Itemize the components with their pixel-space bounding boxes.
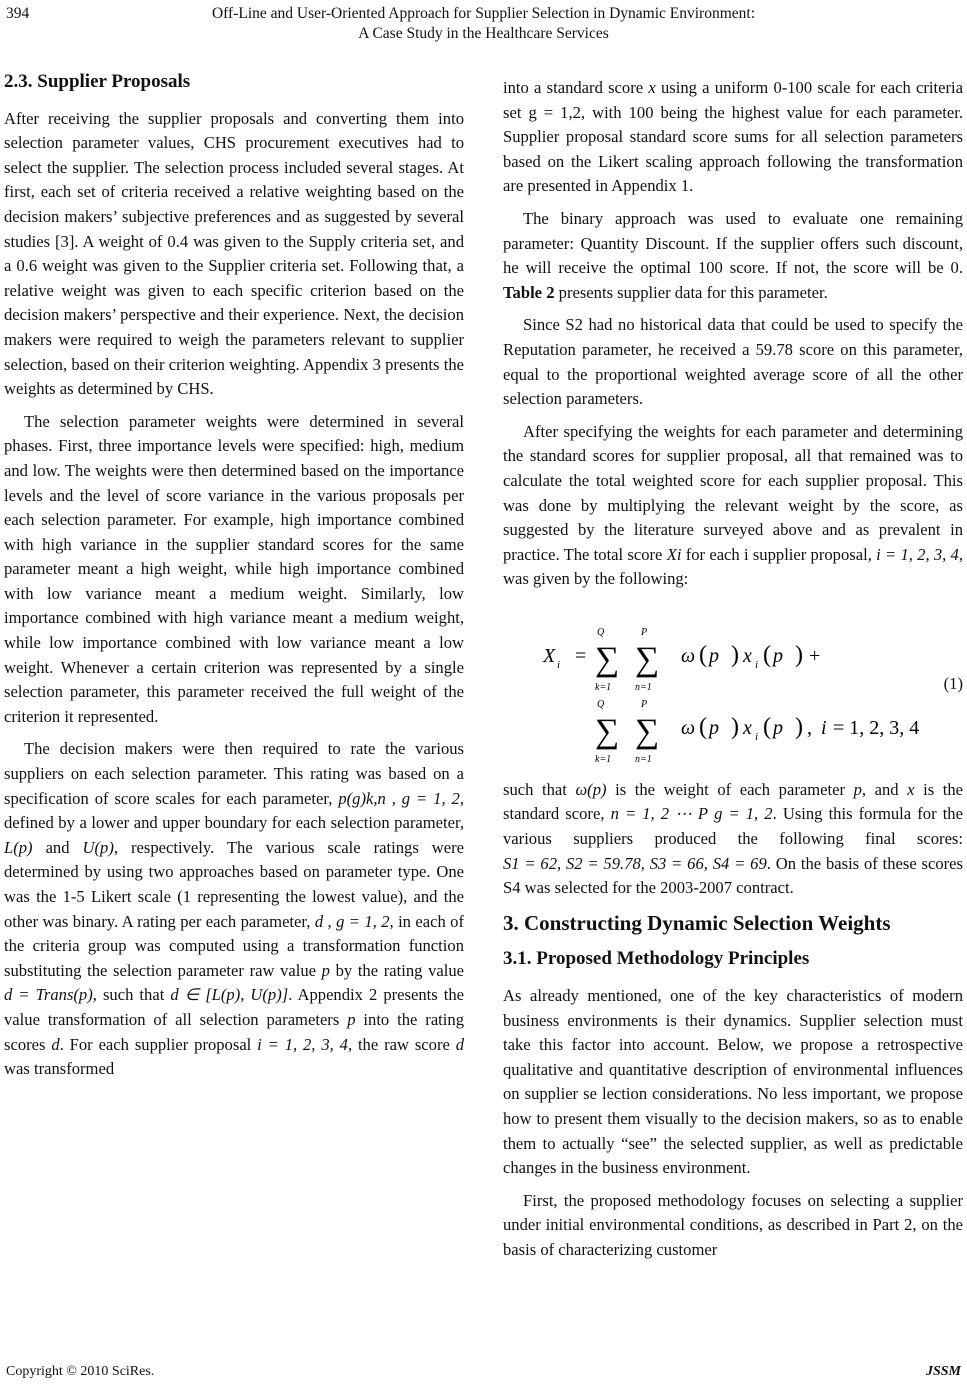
svg-text:(: (: [763, 713, 771, 740]
text-run: , in each of the criteria group was computed using a transformation function substituting the selection parameter raw value: [4, 911, 464, 980]
paragraph: After receiving the supplier proposals and converting them into selection parameter values, CHS procurement executives had to select the supplier. The selection process included several stages. At first, each set of criteria received a relative weighting based on the decision makers’ subjective preferences and as suggested by several studies [3]. A weight of 0.4 was given to the Supply criteria set, and a 0.6 weight was given to the Supplier criteria set. Following that, a relative weight was given to each specific criterion based on the decision makers’ perspective and their experience. Next, the decision makers were required to weigh the parameters relevant to supplier selection, based on their criterion weighting. Appendix 3 presents the weights as determined by CHS.: [4, 108, 464, 399]
math-inline: d = Trans(p): [4, 985, 93, 1005]
math-inline: Xi: [666, 544, 682, 564]
table-reference: Table 2: [503, 282, 555, 302]
svg-text:∑: ∑: [595, 712, 620, 750]
svg-text:(: (: [763, 641, 771, 668]
math-inline: x: [648, 78, 656, 97]
svg-text:n=1: n=1: [635, 681, 652, 693]
svg-text:+: +: [809, 644, 821, 667]
svg-text:Q: Q: [597, 626, 605, 638]
svg-text:=: =: [575, 644, 587, 667]
page-footer: [6, 1364, 961, 1380]
svg-text:(: (: [699, 713, 707, 740]
svg-text:,: ,: [807, 716, 812, 739]
text-run: The binary approach was used to evaluate one remaining parameter: Quantity Discount. If the supplier offers such discount, he will receive the optimal 100 score. If not, the score will be 0.: [503, 208, 963, 278]
running-title-line1: Off-Line and User-Oriented Approach for Supplier Selection in Dynamic Environment:: [211, 5, 756, 22]
section-heading-2-3: 2.3. Supplier Proposals: [4, 71, 191, 92]
svg-text:∑: ∑: [635, 712, 660, 750]
text-run: into the rating scores: [4, 1009, 464, 1054]
math-inline: i = 1, 2, 3, 4: [876, 544, 959, 564]
text-run: The decision makers were then required to rate the various suppliers on each selection parameter. This rating was based on a specification of score scales for each parameter,: [4, 739, 464, 808]
text-run: is the weight of each parameter: [615, 779, 845, 799]
svg-text:Q: Q: [597, 698, 605, 710]
left-column: [4, 70, 464, 1090]
journal-abbrev: JSSM: [925, 1364, 961, 1379]
paragraph: The selection parameter weights were determined in several phases. First, three importance levels were specified: high, medium and low. The weights were then determined based on the importance levels and the level of score variance in the various proposals per each selection parameter. For example, high importance combined with high variance in the supplier standard scores for the same parameter meant a high weight, while high importance combined with low variance meant a medium weight. Similarly, low importance combined with high variance meant a medium weight, while low importance combined with low variance meant a low weight. Whenever a certain criterion was represented by a single selection parameter, this parameter received the full weight of the criterion it represented.: [4, 411, 464, 726]
svg-text:k=1: k=1: [595, 753, 612, 765]
text-run: . On the basis of these scores S4 was selected for the 2003-2007 contract.: [503, 853, 963, 898]
svg-text:): ): [731, 641, 739, 668]
running-title-line2: A Case Study in the Healthcare Services: [358, 25, 609, 42]
paragraph: [503, 76, 963, 199]
svg-text:∑: ∑: [635, 640, 660, 678]
svg-text:): ): [795, 641, 803, 668]
svg-text:): ): [731, 713, 739, 740]
paragraph: [503, 420, 963, 592]
section-heading-3-1: 3.1. Proposed Methodology Principles: [503, 948, 810, 970]
text-run: is the standard score,: [503, 779, 964, 824]
svg-text:x: x: [743, 644, 752, 667]
text-run: After specifying the weights for each parameter and determining the standard scores for supplier proposal, all that remained was to calculate the total weighted score for each supplier proposal. This was done by multiplying the relevant weight by the score, as suggested by the literature surveyed above and as prevalent in practice. The total score: [503, 421, 963, 564]
copyright: Copyright © 2010 SciRes.: [6, 1364, 155, 1379]
math-inline: d: [51, 1034, 60, 1054]
math-inline: p(g)k,n , g = 1, 2: [338, 788, 460, 808]
text-run: was transformed: [4, 1059, 115, 1079]
paragraph: [503, 778, 963, 901]
text-run: and: [45, 837, 70, 857]
svg-text:k=1: k=1: [595, 681, 612, 693]
svg-text:∑: ∑: [595, 640, 620, 678]
text-run: , defined by a lower and upper boundary for each selection parameter,: [4, 788, 464, 833]
svg-text:ω: ω: [681, 716, 696, 739]
text-run: for each i supplier proposal,: [685, 544, 872, 564]
section-heading-3: 3. Constructing Dynamic Selection Weights: [503, 910, 891, 935]
text-run: such that: [503, 779, 567, 799]
svg-text:i: i: [557, 658, 561, 671]
math-inline: d ∈ [L(p), U(p)]: [170, 985, 289, 1005]
text-run: by the rating value: [335, 960, 465, 980]
equation-1: [503, 600, 963, 770]
svg-text:i: i: [821, 716, 827, 739]
svg-text:p: p: [773, 716, 783, 739]
svg-text:X: X: [543, 644, 556, 667]
svg-text:): ): [795, 713, 803, 740]
page-header: [0, 4, 967, 44]
svg-text:p: p: [773, 644, 783, 667]
svg-text:(: (: [699, 641, 707, 668]
math-inline: d: [455, 1034, 465, 1054]
paragraph: First, the proposed methodology focuses on selecting a supplier under initial environmental conditions, as described in Part 2, on the basis of characterizing customer: [503, 1190, 963, 1259]
math-inline: i = 1, 2, 3, 4: [257, 1034, 348, 1054]
svg-text:i: i: [755, 658, 759, 671]
svg-text:n=1: n=1: [635, 753, 652, 765]
math-inline: U(p): [82, 837, 114, 857]
paragraph: Since S2 had no historical data that could be used to specify the Reputation parameter, he received a 59.78 score on this parameter, equal to the proportional weighted average score of all the other selection parameters.: [503, 315, 963, 409]
text-run: , respectively. The various scale ratings were determined by using two approaches based on parameter type. One was the 1-5 Likert scale (1 representing the lowest value), and the other was binary. A rating per each parameter,: [4, 837, 464, 931]
math-inline: L(p): [4, 837, 33, 857]
math-inline: p: [321, 960, 330, 980]
math-inline: p: [853, 779, 862, 799]
text-run: using a uniform 0-100 scale for each criteria set g = 1,2, with 100 being the highest value for each parameter. Supplier proposal standard score sums for all selection parameters based on the Likert scaling approach following the transformation are presented in Appendix 1.: [503, 78, 963, 196]
svg-text:= 1, 2, 3, 4: = 1, 2, 3, 4: [833, 716, 920, 739]
math-inline: n = 1, 2 ⋯ P: [610, 804, 708, 824]
text-run: into a standard score: [503, 78, 644, 97]
svg-text:p: p: [709, 644, 719, 667]
math-inline: g = 1, 2: [714, 804, 773, 824]
math-inline: p: [347, 1009, 356, 1029]
math-inline: ω(p): [575, 779, 607, 799]
math-inline: d , g = 1, 2: [314, 911, 390, 931]
svg-text:x: x: [743, 716, 752, 739]
text-run: presents supplier data for this parameter.: [558, 282, 828, 302]
right-column: [503, 76, 963, 1271]
equation-number: (1): [943, 673, 963, 693]
svg-text:P: P: [641, 698, 648, 710]
svg-text:P: P: [641, 626, 648, 638]
text-run: . For each supplier proposal: [59, 1034, 252, 1054]
paragraph: As already mentioned, one of the key characteristics of modern business environments is their dynamics. Supplier selection must take this factor into account. Below, we propose a retrospective qualitative and quantitative description of environmental influences on supplier se lection considerations. No less important, we propose how to present them visually to the decision makers, so as to enable them to actually “see” the selected supplier, as well as predictable changes in the business environment.: [503, 986, 963, 1178]
text-run: , and: [861, 779, 899, 799]
text-run: . Appendix 2 presents the value transformation of all selection parameters: [4, 985, 465, 1029]
paragraph: [4, 737, 464, 1081]
paragraph: [503, 207, 963, 305]
math-inline: S3 = 66, S4 = 69: [649, 853, 767, 873]
svg-text:ω: ω: [681, 644, 696, 667]
text-run: , such that: [92, 985, 165, 1005]
text-run: , was given by the following:: [503, 544, 964, 589]
equation-graphic: [503, 600, 933, 770]
math-inline: x: [907, 779, 915, 799]
math-inline: S1 = 62, S2 = 59.78,: [503, 853, 645, 873]
text-run: . Using this formula for the various suppliers produced the following final scores:: [503, 804, 963, 849]
svg-text:p: p: [709, 716, 719, 739]
text-run: , the raw score: [347, 1034, 450, 1054]
page-number: 394: [6, 5, 30, 22]
svg-text:i: i: [755, 730, 759, 743]
